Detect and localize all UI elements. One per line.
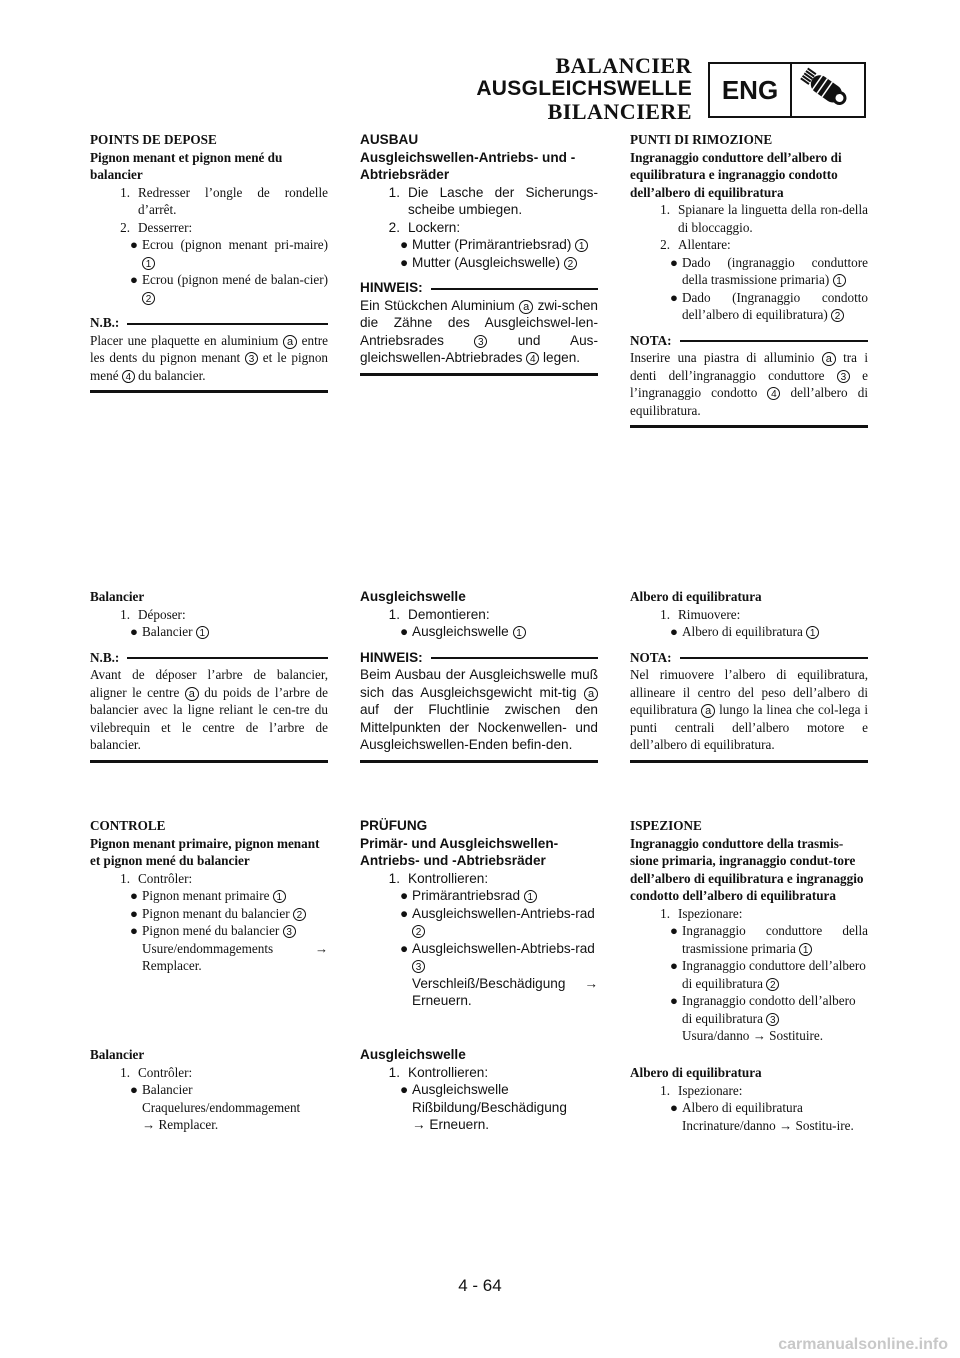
fr-note-header: N.B.: [90,314,328,332]
it-bullet: ● Albero di equilibratura [670,1100,803,1115]
de-note-text: Ein Stückchen Aluminium a zwi-schen die Zähne des Ausgleichswel-len-Antriebsrades 3 und Aus-gleichswellen-Abtriebrades 4 legen. [360,297,599,365]
fr-step: 2. Desserrer: [120,219,193,235]
fr-step: 1. Déposer: [120,606,186,622]
fr-step: 1. Redresser l’ongle de rondelle d’arrêt. [120,184,328,217]
ref-marker: a [701,704,715,718]
de-heading: PRÜFUNG [360,818,428,833]
it-note-header: NOTA: [630,649,868,667]
title-german: AUSGLEICHSWELLE [476,77,692,100]
ref-marker: 4 [122,370,135,383]
it-step: 2. Allentare: [660,237,731,252]
ref-marker: 3 [837,370,850,383]
de-result: Verschleiß/Beschädigung → [412,975,598,991]
note-end-rule [90,760,328,763]
it-subheading: Ingranaggio conduttore della trasmis-sione primaria, ingranaggio condut-tore dell’albero di equilibratura e ingranaggio condotto dell’albero di equilibratura [630,835,864,903]
de-result-action: → Erneuern. [412,1117,490,1132]
ref-marker: 3 [245,352,258,365]
note-end-rule [630,425,868,428]
de-removal-section [360,131,598,376]
eng-badge [708,62,866,118]
ref-marker: 1 [142,257,155,270]
ref-marker: 2 [293,908,306,921]
ref-marker: 1 [196,626,209,639]
de-subheading: Ausgleichswellen-Antriebs- und -Abtriebsräder [360,149,576,182]
de-balancer-check-section [360,1046,598,1134]
fr-step: 1. Contrôler: [120,870,193,886]
it-balancer-check-section [630,1064,868,1134]
de-result-action: Erneuern. [412,993,472,1008]
de-bullet: ● Ausgleichswelle 1 [360,623,598,641]
fr-step: 1. Contrôler: [120,1064,193,1080]
ref-marker: a [519,300,533,314]
ref-marker: 3 [474,335,487,348]
note-end-rule [360,373,598,376]
fr-bullet: ● Ecrou (pignon mené de balan-cier) 2 [130,272,328,305]
ref-marker: 1 [513,626,526,639]
ref-marker: 3 [283,925,296,938]
fr-balancer-section [90,588,328,763]
fr-result-action: Remplacer. [142,958,202,973]
eng-label: ENG [710,64,792,116]
ref-marker: 1 [799,943,812,956]
de-note-text: Beim Ausbau der Ausgleichswelle muß sich das Ausgleichsgewicht mit-tig a auf der Fluchtlinie zwischen den Mittelpunkten der Nockenwellen- und Ausgleichswellen-Enden befin-den. [360,667,598,752]
de-bullet: ● Primärantriebsrad 1 [360,887,598,905]
ref-marker: 3 [412,960,425,973]
fr-bullet: ● Balancier 1 [90,623,328,641]
de-result: Rißbildung/Beschädigung [412,1099,567,1115]
it-subheading: Ingranaggio conduttore dell’albero di equilibratura e ingranaggio condotto dell’albero di equilibratura [630,149,842,200]
fr-bullet: ● Ecrou (pignon menant pri-maire) 1 [130,237,328,270]
it-step: 1. Rimuovere: [660,606,741,622]
ref-marker: 2 [412,925,425,938]
it-bullet: ● Ingranaggio conduttore della trasmissione primaria 1 [670,923,868,956]
fr-note-text: Avant de déposer l’arbre de balancier, aligner le centre a du poids de l’arbre de balancier avec la ligne reliant le cen-tre du vilebrequin et le centre de l’arbre de balancier. [90,667,329,752]
it-bullet: ● Ingranaggio conduttore dell’albero di equilibratura 2 [670,958,866,991]
fr-subheading: Pignon menant et pignon mené du balancier [90,149,283,182]
ref-marker: 1 [575,239,588,252]
title-italian: BILANCIERE [547,99,692,124]
it-step: 1. Ispezionare: [660,905,743,921]
fr-heading: Balancier [90,1047,145,1062]
it-heading: Albero di equilibratura [630,589,762,604]
de-step: 1. Demontieren: [388,606,490,622]
it-note-text: Nel rimuovere l’albero di equilibratura, allineare il centro del peso dell’albero di equilibratura a lungo la linea che col-lega i punti centrali dell’albero motore e dell’albero di equilibratura. [630,667,868,752]
ref-marker: 2 [831,309,844,322]
fr-note-text: Placer une plaquette en aluminium a entre les dents du pignon menant 3 et le pignon mené 4 du balancier. [90,332,329,383]
ref-marker: 1 [833,274,846,287]
fr-subheading: Pignon menant primaire, pignon menant et pignon mené du balancier [90,835,320,868]
de-note-header: HINWEIS: [360,649,598,667]
fr-result: Craquelures/endommagement [142,1099,301,1115]
de-subheading: Primär- und Ausgleichswellen-Antriebs- und -Abtriebsräder [360,835,559,868]
wrench-engine-icon [792,64,864,116]
ref-marker: 1 [806,626,819,639]
note-end-rule [630,760,868,763]
page-number: 4 - 64 [458,1276,502,1295]
it-heading: ISPEZIONE [630,818,702,833]
de-heading: Ausgleichswelle [360,589,466,604]
it-note-text: Inserire una piastra di alluminio a tra i denti dell’ingranaggio conduttore 3 e l’ingranaggio condotto 4 dell’albero di equilibratura. [630,350,869,418]
de-heading: AUSBAU [360,132,419,147]
de-step: 1. Kontrollieren: [388,1064,489,1080]
fr-heading: POINTS DE DEPOSE [90,132,217,147]
ref-marker: a [283,335,297,349]
ref-marker: a [822,352,836,366]
de-bullet: ● Mutter (Primärantriebsrad) 1 [360,236,598,254]
section-titles [476,54,692,124]
fr-bullet: ● Pignon mené du balancier 3 [90,922,328,940]
ref-marker: 2 [142,292,155,305]
de-balancer-section [360,588,598,763]
ref-marker: a [584,687,598,701]
it-bullet: ● Ingranaggio condotto dell’albero di equilibratura 3 [670,993,856,1026]
it-result: Incrinature/danno → Sostitu-ire. [682,1117,854,1133]
fr-balancer-check-section [90,1046,328,1134]
de-inspection-section [360,817,598,1010]
it-bullet: ● Albero di equilibratura 1 [630,623,868,641]
note-end-rule [360,760,598,763]
ref-marker: 4 [526,352,539,365]
title-french: BALANCIER [555,53,692,78]
fr-removal-section [90,131,328,393]
de-heading: Ausgleichswelle [360,1047,466,1062]
de-step: 1. Die Lasche der Sicherungs-scheibe umbiegen. [388,184,598,217]
fr-bullet: ● Balancier [130,1082,193,1097]
fr-result-action: → Remplacer. [142,1117,219,1132]
de-step: 1. Kontrollieren: [388,870,489,886]
de-bullet: ● Ausgleichswellen-Abtriebs-rad 3 [400,940,595,973]
ref-marker: 1 [273,890,286,903]
it-removal-section [630,131,868,428]
ref-marker: 2 [564,257,577,270]
fr-note-header: N.B.: [90,649,328,667]
de-note-header: HINWEIS: [360,279,598,297]
de-bullet: ● Ausgleichswelle [400,1082,509,1097]
it-inspection-section [630,817,868,1045]
ref-marker: 2 [766,978,779,991]
it-step: 1. Spianare la linguetta della ron-della di bloccaggio. [660,202,868,235]
watermark: carmanualsonline.info [778,1336,948,1353]
fr-inspection-section [90,817,328,975]
it-heading: PUNTI DI RIMOZIONE [630,132,773,147]
it-step: 1. Ispezionare: [660,1082,743,1098]
note-end-rule [90,390,328,393]
ref-marker: 3 [766,1013,779,1026]
de-step: 2. Lockern: [388,219,461,235]
it-bullet: ● Dado (ingranaggio conduttore della trasmissione primaria) 1 [670,254,868,287]
fr-bullet: ● Pignon menant du balancier 2 [90,905,328,923]
it-result: Usura/danno → Sostituire. [682,1028,824,1043]
it-heading: Albero di equilibratura [630,1065,762,1080]
de-bullet: ● Ausgleichswellen-Antriebs-rad 2 [400,905,595,938]
fr-heading: Balancier [90,589,145,604]
it-note-header: NOTA: [630,332,868,350]
it-bullet: ● Dado (Ingranaggio condotto dell’albero di equilibratura) 2 [670,289,868,322]
ref-marker: 4 [767,387,780,400]
it-balancer-section [630,588,868,763]
ref-marker: 1 [524,890,537,903]
fr-bullet: ● Pignon menant primaire 1 [90,887,328,905]
fr-heading: CONTROLE [90,818,166,833]
ref-marker: a [185,687,199,701]
fr-result: Usure/endommagements → [142,940,328,956]
de-bullet: ● Mutter (Ausgleichswelle) 2 [360,254,598,272]
